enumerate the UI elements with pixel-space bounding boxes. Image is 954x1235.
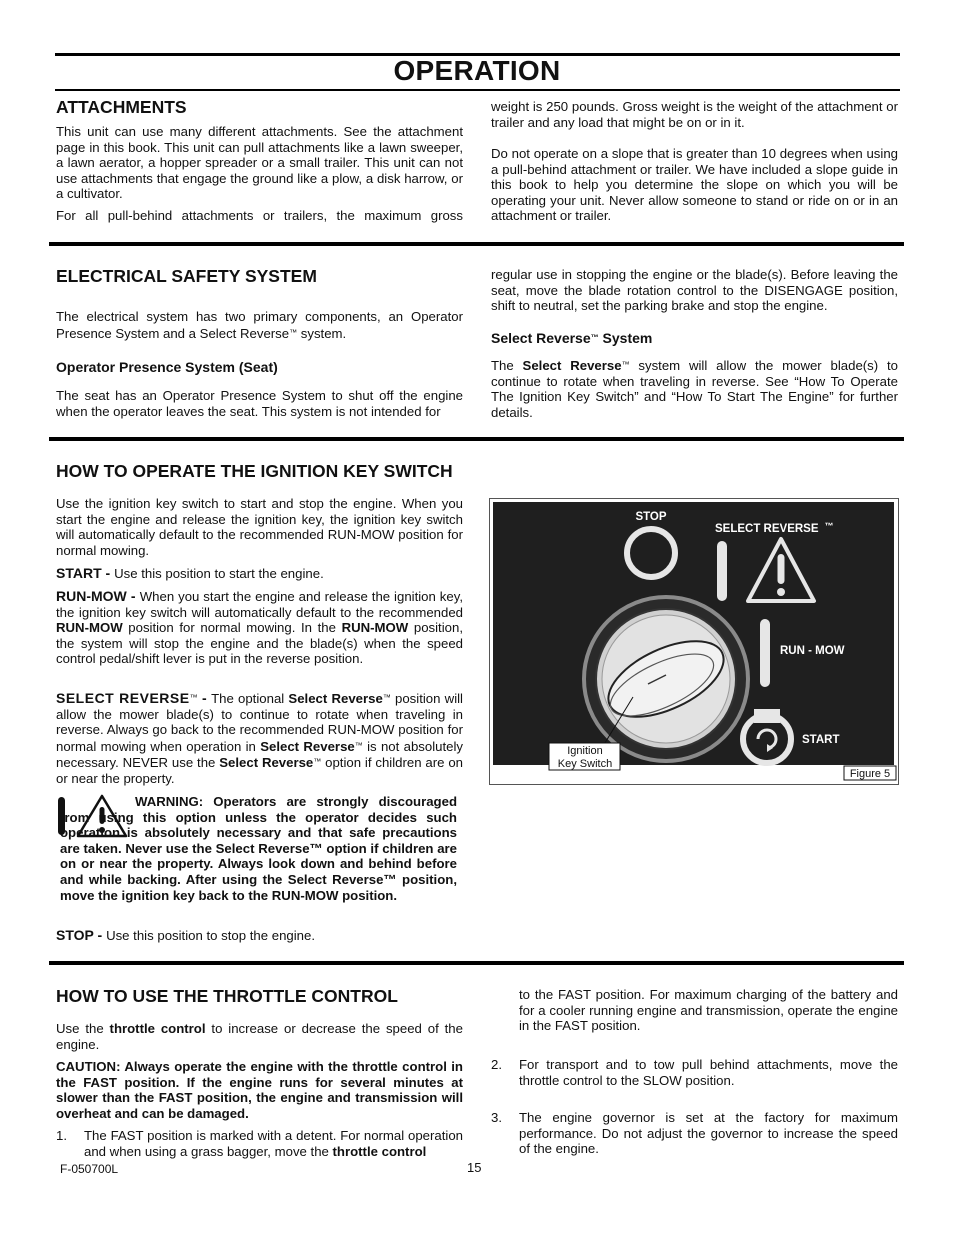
electrical-heading: ELECTRICAL SAFETY SYSTEM — [56, 266, 317, 286]
page-title: OPERATION — [393, 55, 561, 86]
ignition-runmow: RUN-MOW - When you start the engine and release the ignition key, the ignition key switch will automatically default to the recommended RUN-MOW position for normal mowing. In the RUN-MOW position, the system will stop the engine and the blade(s) when the speed control pedal/shift lever is put in the reverse position. — [56, 588, 463, 667]
figure-run-mow-label: RUN - MOW — [780, 645, 845, 657]
run-mow-slot-icon — [760, 619, 770, 687]
electrical-paragraph-4: The Select Reverse™ system will allow the mower blade(s) to continue to rotate when traveling in reverse. See “How To Operate The Ignition Key Switch” and “How To Start The Engine” for further details. — [491, 358, 898, 420]
throttle-list-item-2: 2. For transport and to tow pull behind attachments, move the throttle control to the SLOW position. — [491, 1057, 898, 1088]
attachments-paragraph-1: This unit can use many different attachments. See the attachment page in this book. This unit can pull attachments like a lawn sweeper, a lawn aerator, a hopper spreader or a small trailer. This unit can not use attachments that engage the ground like a plow, a disk harrow, or a cultivator. — [56, 124, 463, 202]
title-rule — [55, 89, 900, 91]
throttle-list-item-1-continued: to the FAST position. For maximum charging of the battery and for a cooler running engine and transmission, operate the engine in the FAST position. — [519, 987, 898, 1034]
ignition-start: START - Use this position to start the engine. — [56, 565, 324, 581]
figure-start-label: START — [802, 734, 840, 746]
operator-presence-subheading: Operator Presence System (Seat) — [56, 359, 278, 375]
electrical-paragraph-3: regular use in stopping the engine or the blade(s). Before leaving the seat, move the blade rotation control to the DISENGAGE position, shift to neutral, set the parking brake and stop the engine. — [491, 267, 898, 314]
section-rule-3 — [49, 961, 904, 965]
throttle-list-item-1: 1. The FAST position is marked with a detent. For normal operation and when using a grass bagger, move the throttle control — [56, 1128, 463, 1159]
select-reverse-slot-icon — [717, 541, 727, 601]
section-rule-1 — [49, 242, 904, 246]
attachments-heading: ATTACHMENTS — [56, 97, 187, 117]
ignition-intro: Use the ignition key switch to start and stop the engine. When you start the engine and release the ignition key, the ignition key switch will automatically default to the recommended RUN-MOW position for normal mowing. — [56, 496, 463, 558]
attachments-paragraph-2: For all pull-behind attachments or trailers, the maximum gross — [56, 208, 463, 223]
electrical-paragraph-2: The seat has an Operator Presence System to shut off the engine when the operator leaves the seat. This system is not intended for — [56, 388, 463, 419]
figure-5-ignition-panel — [489, 498, 899, 785]
figure-stop-label: STOP — [635, 511, 667, 523]
throttle-list-item-3: 3. The engine governor is set at the factory for maximum performance. Do not adjust the governor to increase the speed of the engine. — [491, 1110, 898, 1157]
figure-callout-line1: Ignition — [567, 745, 603, 757]
figure-select-reverse-label: SELECT REVERSE ™ — [715, 521, 834, 535]
throttle-heading: HOW TO USE THE THROTTLE CONTROL — [56, 986, 398, 1006]
throttle-caution: CAUTION: Always operate the engine with the throttle control in the FAST position. If the engine runs for several minutes at slower than the FAST position, the engine and transmission will overheat and can be damaged. — [56, 1059, 463, 1121]
ignition-warning: WARNING: Operators are strongly discouraged from using this option unless the operator decides such operation is absolutely necessary and that safe precautions are taken. Never use the Select Reverse™ option if children are on or near the property. Always look down and behind before and while backing. After using the Select Reverse™ position, move the ignition key back to the RUN-MOW position. — [60, 794, 457, 903]
attachments-paragraph-4: Do not operate on a slope that is greater than 10 degrees when using a pull-behind attachment or trailer. We have included a slope guide in this book to help you determine the slope on which you will be operating your unit. Never allow someone to stand or ride on or in an attachment or trailer. — [491, 146, 898, 224]
page-number: 15 — [467, 1160, 482, 1175]
footer-code: F-050700L — [60, 1162, 119, 1176]
attachments-paragraph-3: weight is 250 pounds. Gross weight is the weight of the attachment or trailer and any load that might be on or in it. — [491, 99, 898, 130]
section-rule-2 — [49, 437, 904, 441]
throttle-paragraph-1: Use the throttle control to increase or decrease the speed of the engine. — [56, 1021, 463, 1052]
electrical-paragraph-1: The electrical system has two primary components, an Operator Presence System and a Select Reverse™ system. — [56, 309, 463, 341]
figure-callout-line2: Key Switch — [557, 758, 613, 770]
ignition-stop: STOP - Use this position to stop the engine. — [56, 927, 315, 943]
select-reverse-subheading: Select Reverse™ System — [491, 330, 653, 346]
figure-caption: Figure 5 — [849, 768, 891, 780]
ignition-heading: HOW TO OPERATE THE IGNITION KEY SWITCH — [56, 461, 453, 481]
ignition-select-reverse: SELECT REVERSE™ - The optional Select Reverse™ position will allow the mower blade(s) to continue to rotate when traveling in reverse. Always go back to the recommended RUN-MOW position for normal mowing when operation in Select Reverse™ is not absolutely necessary. NEVER use the Select Reverse™ option if children are on or near the property. — [56, 690, 463, 786]
